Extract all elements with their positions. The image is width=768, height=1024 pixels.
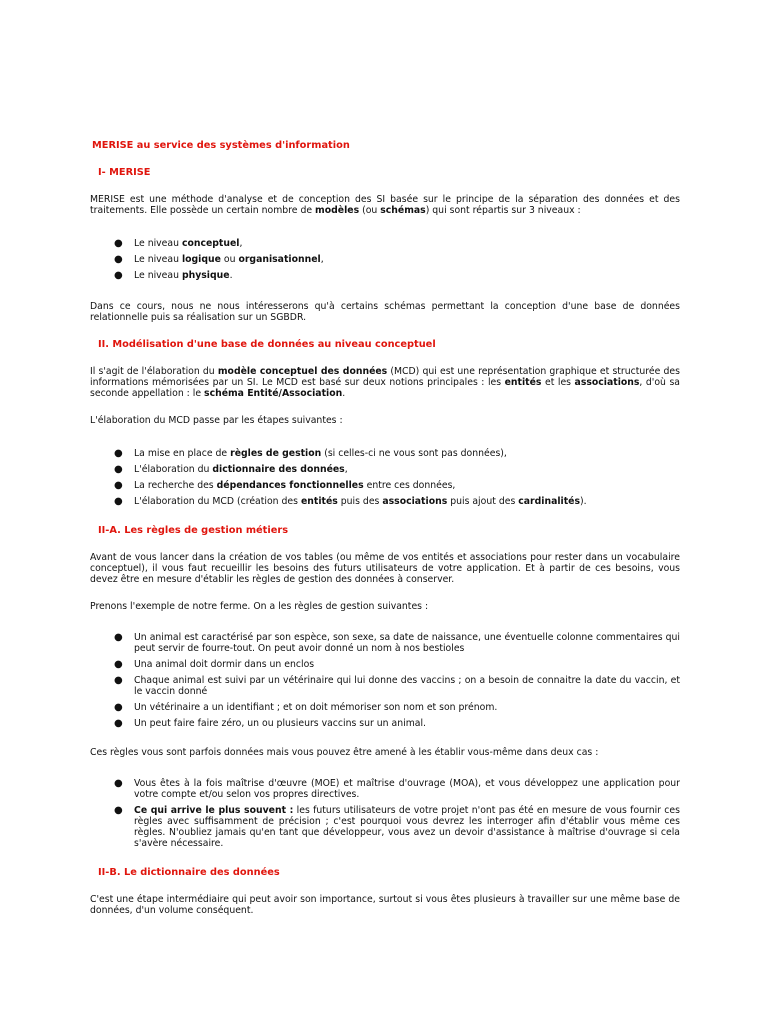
bold-term: schéma Entité/Association bbox=[204, 388, 343, 399]
text-run: puis ajout des bbox=[447, 496, 519, 507]
paragraph bbox=[90, 194, 680, 216]
text-run: les futurs utilisateurs de votre projet n'ont pas été en mesure de vous fournir ces règles avec suffisamment de précision ; c'est pourquoi vous devrez les interroger afin d'établir vous même ces règles. N'oubliez jamais qu'en tant que développeur, vous avez un devoir d'assistance à maîtrise d'ouvrage si cela s'avère nécessaire. bbox=[134, 805, 680, 849]
list-item bbox=[90, 238, 680, 249]
bold-term: modèle conceptuel des données bbox=[217, 366, 388, 377]
text-run: Vous êtes à la fois maîtrise d'œuvre (MOE) et maîtrise d'ouvrage (MOA), et vous développez une application pour votre compte et/ou selon vos propres directives. bbox=[134, 778, 680, 800]
text-run: entre ces données, bbox=[363, 480, 456, 491]
bold-term: conceptuel bbox=[181, 238, 240, 249]
list-item bbox=[90, 702, 680, 713]
text-run: puis des bbox=[337, 496, 383, 507]
paragraph: Dans ce cours, nous ne nous intéresserons qu'à certains schémas permettant la conception d'une base de données relationnelle puis sa réalisation sur un SGBDR. bbox=[90, 301, 680, 323]
text-run: La recherche des bbox=[134, 480, 217, 491]
text-run: (si celles-ci ne vous sont pas données), bbox=[321, 448, 507, 459]
bullet-icon: ● bbox=[114, 675, 123, 686]
bullet-icon: ● bbox=[114, 464, 123, 475]
bullet-icon: ● bbox=[114, 480, 123, 491]
bullet-list-steps bbox=[90, 448, 680, 507]
list-item bbox=[90, 805, 680, 849]
bold-term: organisationnel bbox=[238, 254, 321, 265]
bullet-icon: ● bbox=[114, 805, 123, 816]
paragraph: L'élaboration du MCD passe par les étapes suivantes : bbox=[90, 415, 343, 426]
bold-term: Ce qui arrive le plus souvent : bbox=[134, 805, 294, 816]
text-run: Le niveau bbox=[134, 238, 182, 249]
bullet-icon: ● bbox=[114, 496, 123, 507]
text-run: L'élaboration du MCD (création des bbox=[134, 496, 301, 507]
text-run: MERISE est une méthode d'analyse et de conception des SI basée sur le principe de la séparation des données et des traitements. Elle possède un certain nombre de bbox=[90, 194, 680, 216]
text-run: ) qui sont répartis sur 3 niveaux : bbox=[425, 205, 581, 216]
section-heading-modelisation: II. Modélisation d'une base de données au niveau conceptuel bbox=[98, 339, 436, 350]
bullet-icon: ● bbox=[114, 778, 123, 789]
bullet-icon: ● bbox=[114, 702, 123, 713]
bold-term: associations bbox=[574, 377, 640, 388]
list-item bbox=[90, 448, 680, 459]
paragraph: Avant de vous lancer dans la création de vos tables (ou même de vos entités et associations pour rester dans un vocabulaire conceptuel), il vous faut recueillir les besoins des futurs utilisateurs de votre application. Et à partir de ces besoins, vous devez être en mesure d'établir les règles de gestion des données à conserver. bbox=[90, 552, 680, 585]
text-run: et les bbox=[541, 377, 575, 388]
bullet-icon: ● bbox=[114, 254, 123, 265]
paragraph: C'est une étape intermédiaire qui peut avoir son importance, surtout si vous êtes plusieurs à travailler sur une même base de données, d'un volume conséquent. bbox=[90, 894, 680, 916]
text-run: ou bbox=[220, 254, 239, 265]
text-run: Le niveau bbox=[134, 270, 182, 281]
bold-term: physique bbox=[181, 270, 230, 281]
bullet-icon: ● bbox=[114, 632, 123, 643]
text-run: , bbox=[344, 464, 348, 475]
paragraph: Ces règles vous sont parfois données mais vous pouvez être amené à les établir vous-même dans deux cas : bbox=[90, 747, 599, 758]
text-run: , d'où sa seconde appellation : le bbox=[90, 377, 680, 399]
section-heading-merise: I- MERISE bbox=[98, 167, 151, 178]
text-run: La mise en place de bbox=[134, 448, 231, 459]
bold-term: dépendances fonctionnelles bbox=[216, 480, 364, 491]
paragraph bbox=[90, 366, 680, 399]
bullet-icon: ● bbox=[114, 270, 123, 281]
document-title: MERISE au service des systèmes d'information bbox=[92, 140, 350, 151]
text-run: . bbox=[229, 270, 233, 281]
text-run: . bbox=[342, 388, 346, 399]
text-run: , bbox=[320, 254, 324, 265]
section-heading-dictionnaire: II-B. Le dictionnaire des données bbox=[98, 867, 280, 878]
text-run: (MCD) qui est une représentation graphique et structurée des informations mémorisées par un SI. Le MCD est basé sur deux notions principales : les bbox=[90, 366, 680, 388]
text-run: , bbox=[239, 238, 243, 249]
bold-term: logique bbox=[181, 254, 221, 265]
list-item bbox=[90, 718, 680, 729]
list-item bbox=[90, 632, 680, 654]
bullet-icon: ● bbox=[114, 718, 123, 729]
bullet-list-rules bbox=[90, 632, 680, 729]
bold-term: règles de gestion bbox=[230, 448, 322, 459]
list-item bbox=[90, 778, 680, 800]
paragraph: Prenons l'exemple de notre ferme. On a les règles de gestion suivantes : bbox=[90, 601, 429, 612]
text-run: Chaque animal est suivi par un vétérinaire qui lui donne des vaccins ; on a besoin de connaitre la date du vaccin, et le vaccin donné bbox=[134, 675, 680, 697]
text-run: (ou bbox=[359, 205, 381, 216]
bold-term: schémas bbox=[380, 205, 426, 216]
text-run: L'élaboration du bbox=[134, 464, 213, 475]
text-run: Le niveau bbox=[134, 254, 182, 265]
bold-term: modèles bbox=[315, 205, 360, 216]
list-item bbox=[90, 496, 680, 507]
text-run: Un vétérinaire a un identifiant ; et on doit mémoriser son nom et son prénom. bbox=[134, 702, 498, 713]
text-run: Il s'agit de l'élaboration du bbox=[90, 366, 218, 377]
list-item bbox=[90, 270, 680, 281]
list-item bbox=[90, 480, 680, 491]
text-run: ). bbox=[580, 496, 587, 507]
text-run: Una animal doit dormir dans un enclos bbox=[134, 659, 315, 670]
bold-term: entités bbox=[504, 377, 542, 388]
bullet-list-levels bbox=[90, 238, 680, 281]
list-item bbox=[90, 464, 680, 475]
bold-term: dictionnaire des données bbox=[212, 464, 345, 475]
bold-term: entités bbox=[300, 496, 338, 507]
bold-term: cardinalités bbox=[518, 496, 581, 507]
bullet-icon: ● bbox=[114, 238, 123, 249]
bullet-icon: ● bbox=[114, 448, 123, 459]
bold-term: associations bbox=[382, 496, 448, 507]
list-item bbox=[90, 254, 680, 265]
bullet-icon: ● bbox=[114, 659, 123, 670]
list-item bbox=[90, 675, 680, 697]
section-heading-regles: II-A. Les règles de gestion métiers bbox=[98, 525, 289, 536]
bullet-list-cases bbox=[90, 778, 680, 849]
list-item bbox=[90, 659, 680, 670]
text-run: Un peut faire faire zéro, un ou plusieurs vaccins sur un animal. bbox=[134, 718, 426, 729]
text-run: Un animal est caractérisé par son espèce, son sexe, sa date de naissance, une éventuelle colonne commentaires qui peut servir de fourre-tout. On peut avoir donné un nom à nos bestioles bbox=[134, 632, 680, 654]
